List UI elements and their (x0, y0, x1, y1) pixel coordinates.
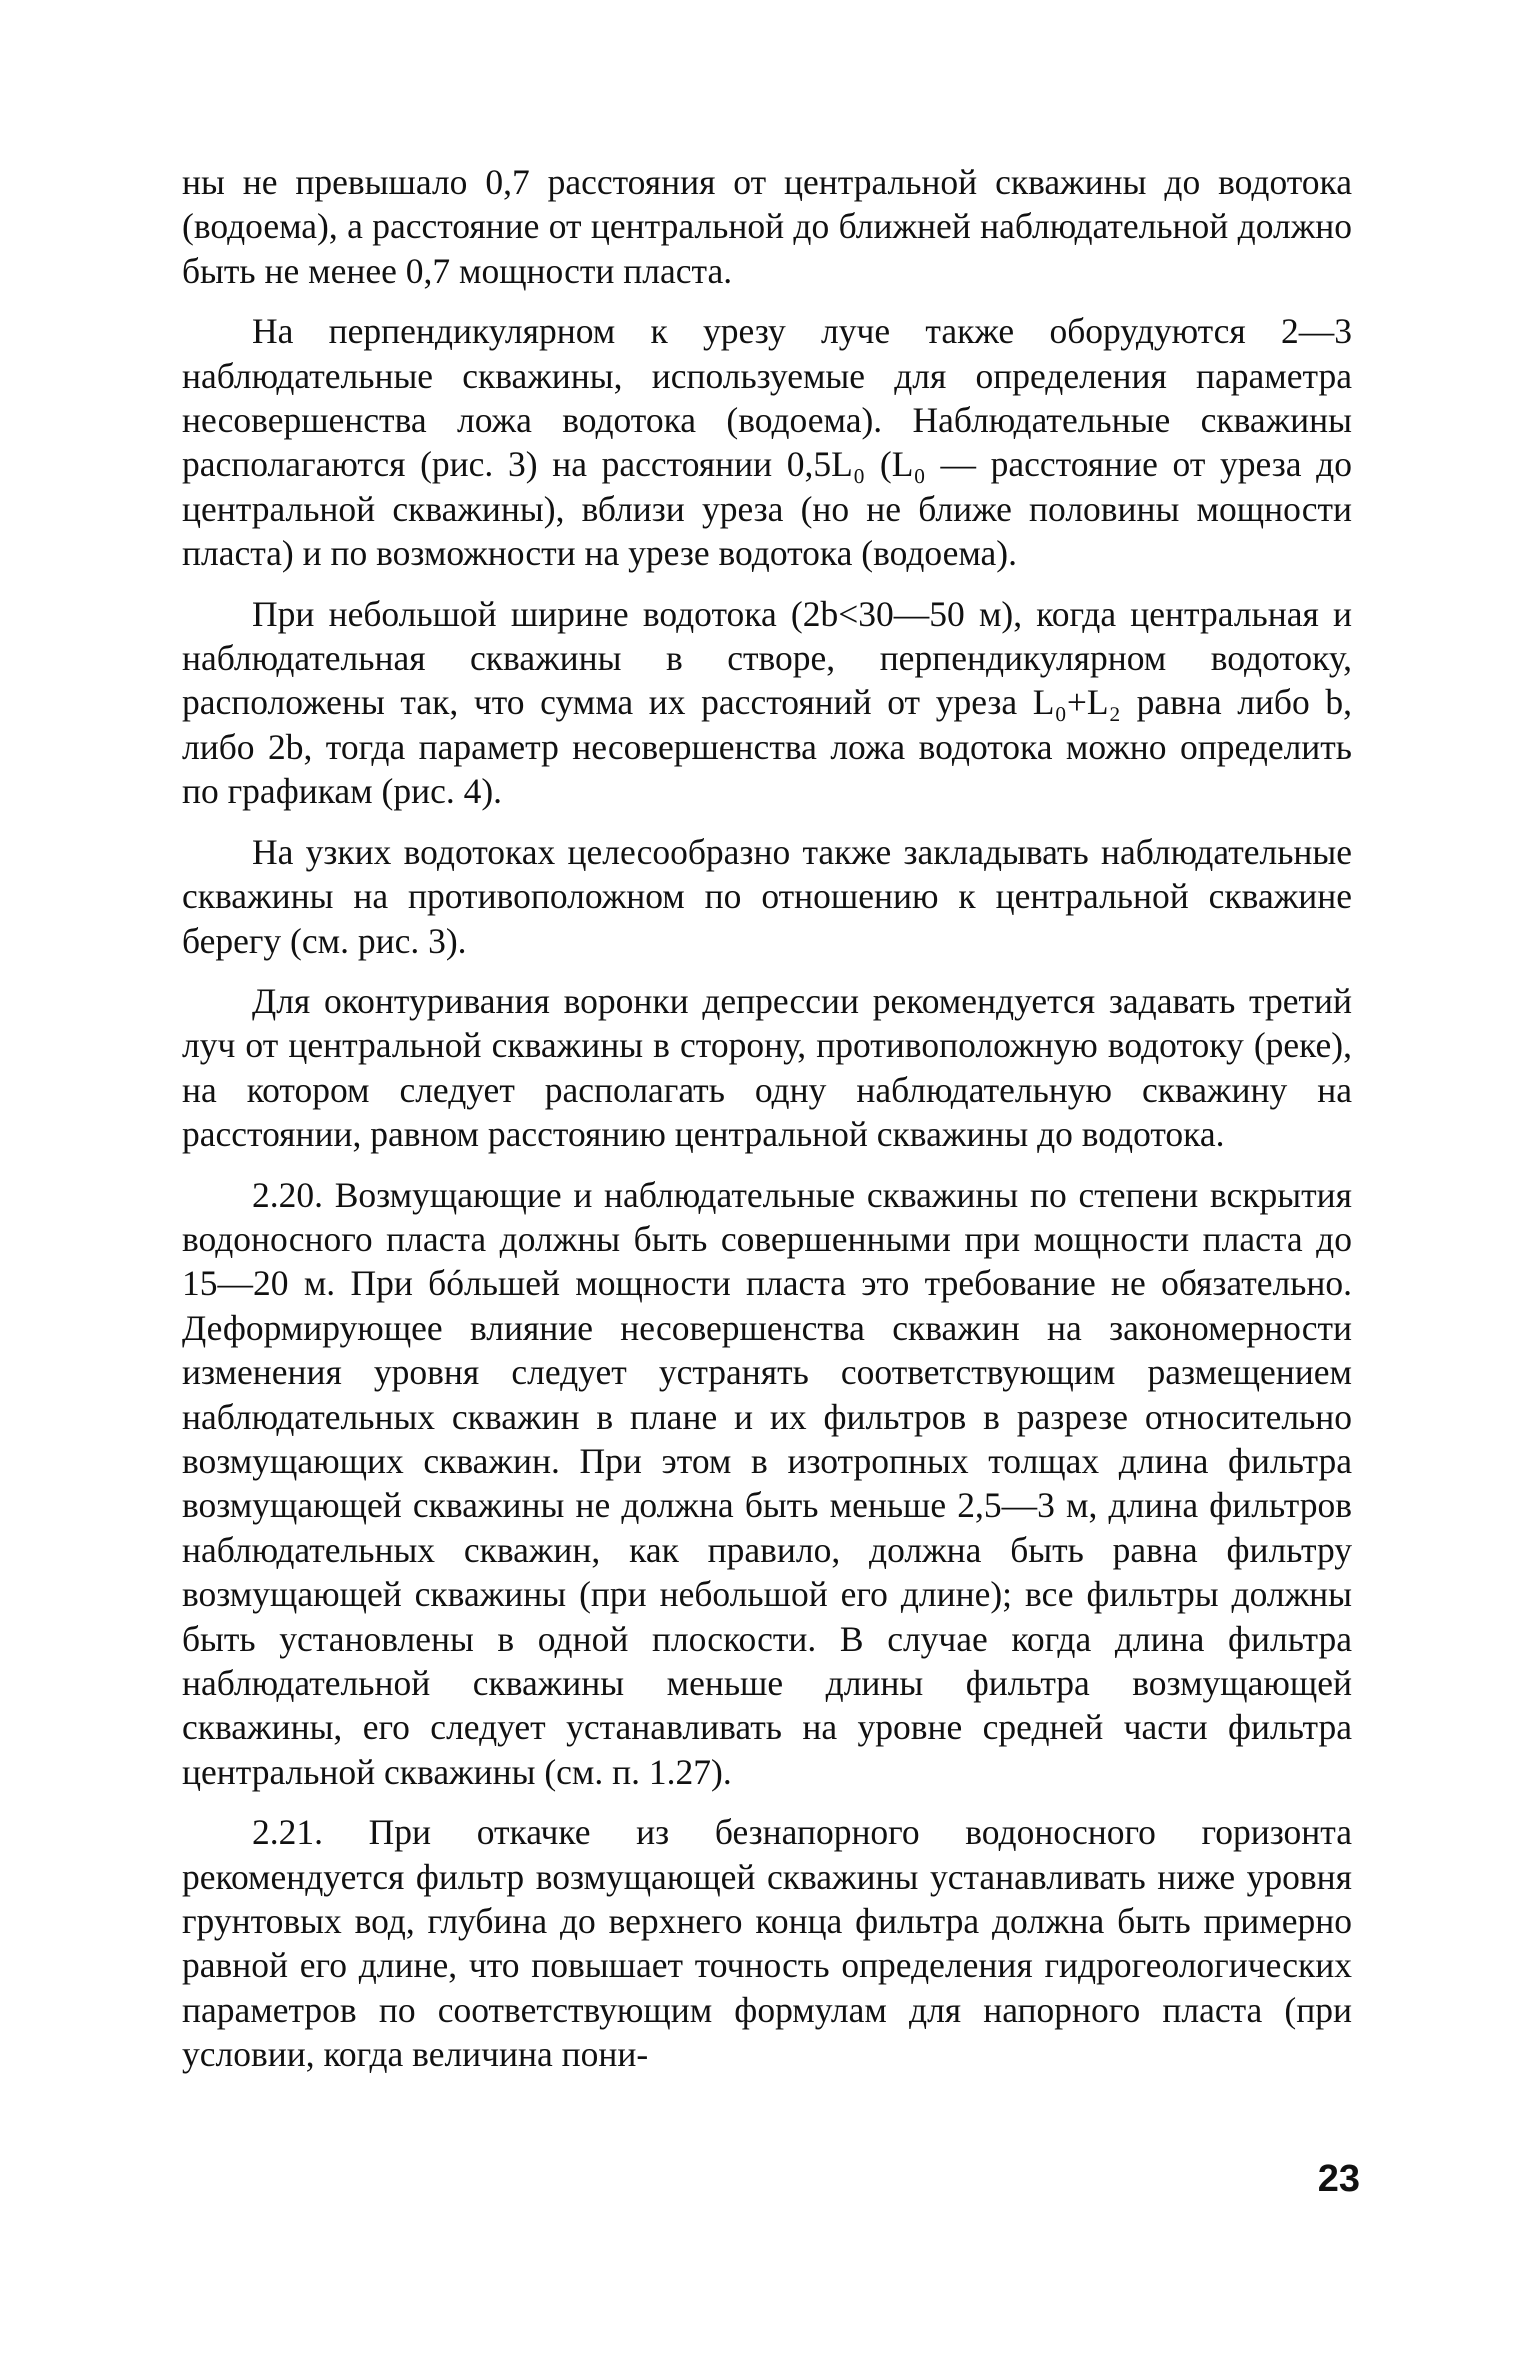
paragraph-section-2-21: 2.21. При откачке из безнапорного водоносного горизонта рекомендуется фильтр возмущающей скважины устанавливать ниже уровня грунтовых вод, глубина до верхнего конца фильтра должна быть примерно равной его длине, что повышает точность определения гидрогеологических параметров по соответствующим формулам для напорного пласта (при условии, когда величина пони- (182, 1812, 1352, 2075)
paragraph-perpendicular-ray: На перпендикулярном к урезу луче также оборудуются 2—3 наблюдательные скважины, используемые для определения параметра несовершенства ложа водотока (водоема). Наблюдательные скважины располагаются (рис. 3) на расстоянии 0,5L₀ (L₀ — расстояние от уреза до центральной скважины), вблизи уреза (но не ближе половины мощности пласта) и по возможности на урезе водотока (водоема). (182, 311, 1352, 574)
paragraph-continuation: ны не превышало 0,7 расстояния от центральной скважины до водотока (водоема), а расстояние от центральной до ближней наблюдательной должно быть не менее 0,7 мощности пласта. (182, 162, 1352, 291)
page-number: 23 (1317, 2158, 1360, 2200)
page-body (182, 160, 1352, 2093)
paragraph-depression-cone: Для оконтуривания воронки депрессии рекомендуется задавать третий луч от центральной скважины в сторону, противоположную водотоку (реке), на котором следует располагать одну наблюдательную скважину на расстоянии, равном расстоянию центральной скважины до водотока. (182, 980, 1352, 1155)
paragraph-section-2-20: 2.20. Возмущающие и наблюдательные скважины по степени вскрытия водоносного пласта должны быть совершенными при мощности пласта до 15—20 м. При бóльшей мощности пласта это требование не обязательно. Деформирующее влияние несовершенства скважин на закономерности изменения уровня следует устранять соответствующим размещением наблюдательных скважин в плане и их фильтров в разрезе относительно возмущающих скважин. При этом в изотропных толщах длина фильтра возмущающей скважины не должна быть меньше 2,5—3 м, длина фильтров наблюдательных скважин, как правило, должна быть равна фильтру возмущающей скважины (при небольшой его длине); все фильтры должны быть установлены в одной плоскости. В случае когда длина фильтра наблюдательной скважины меньше длины фильтра возмущающей скважины, его следует устанавливать на уровне средней части фильтра центральной скважины (см. п. 1.27). (182, 1174, 1352, 1792)
paragraph-narrow-width: При небольшой ширине водотока (2b<30—50 м), когда центральная и наблюдательная скважины в створе, перпендикулярном водотоку, расположены так, что сумма их расстояний от уреза L₀+L₂ равна либо b, либо 2b, тогда параметр несовершенства ложа водотока можно определить по графикам (рис. 4). (182, 593, 1352, 812)
paragraph-narrow-streams: На узких водотоках целесообразно также закладывать наблюдательные скважины на противоположном по отношению к центральной скважине берегу (см. рис. 3). (182, 831, 1352, 961)
